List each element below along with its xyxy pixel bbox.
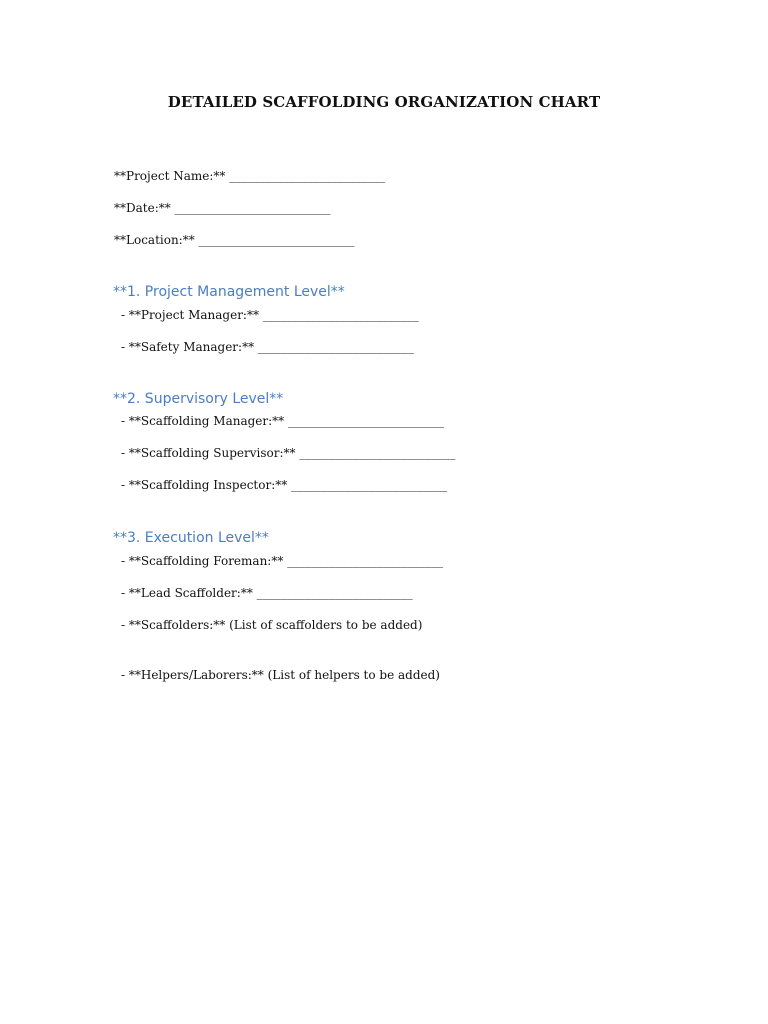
section-heading-supervisory: **2. Supervisory Level**	[113, 391, 284, 407]
item-scaffolding-supervisor: - **Scaffolding Supervisor:** __________________________	[121, 446, 456, 460]
field-project-name: **Project Name:** __________________________	[114, 169, 386, 183]
document-title: DETAILED SCAFFOLDING ORGANIZATION CHART	[167, 93, 601, 111]
item-lead-scaffolder: - **Lead Scaffolder:** __________________________	[121, 586, 413, 600]
item-project-manager: - **Project Manager:** __________________________	[121, 308, 419, 322]
item-helpers-laborers: - **Helpers/Laborers:** (List of helpers to be added)	[121, 668, 440, 682]
field-location: **Location:** __________________________	[114, 233, 355, 247]
item-scaffolders: - **Scaffolders:** (List of scaffolders to be added)	[121, 618, 423, 632]
section-heading-project-management: **1. Project Management Level**	[113, 284, 345, 300]
field-date: **Date:** __________________________	[114, 201, 331, 215]
item-scaffolding-inspector: - **Scaffolding Inspector:** __________________________	[121, 478, 448, 492]
section-heading-execution: **3. Execution Level**	[113, 530, 269, 546]
item-scaffolding-manager: - **Scaffolding Manager:** __________________________	[121, 414, 444, 428]
item-safety-manager: - **Safety Manager:** __________________________	[121, 340, 414, 354]
item-scaffolding-foreman: - **Scaffolding Foreman:** __________________________	[121, 554, 444, 568]
